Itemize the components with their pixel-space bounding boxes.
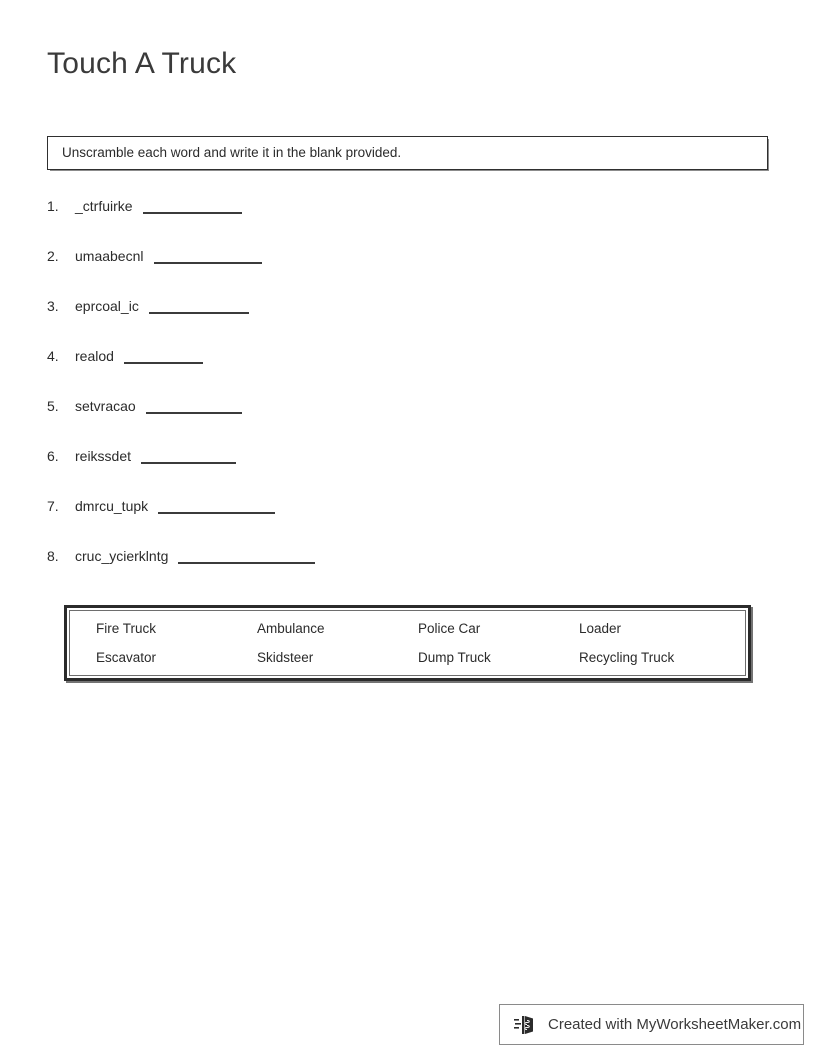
question-row — [47, 246, 767, 296]
question-body — [75, 246, 262, 266]
word-bank-item: Skidsteer — [257, 650, 314, 665]
question-number: 7. — [47, 498, 59, 514]
answer-blank[interactable] — [141, 446, 236, 464]
question-row — [47, 196, 767, 246]
question-body — [75, 296, 249, 316]
word-bank-row — [96, 643, 745, 672]
answer-blank[interactable] — [149, 296, 249, 314]
question-number: 2. — [47, 248, 59, 264]
word-bank-inner — [69, 610, 746, 676]
question-number: 4. — [47, 348, 59, 364]
instructions-box — [47, 136, 768, 170]
answer-blank[interactable] — [178, 546, 315, 564]
question-number: 5. — [47, 398, 59, 414]
scrambled-word: eprcoal_ic — [75, 298, 139, 314]
word-bank-item: Fire Truck — [96, 621, 157, 636]
question-number: 3. — [47, 298, 59, 314]
answer-blank[interactable] — [154, 246, 262, 264]
question-body — [75, 496, 275, 516]
scrambled-word: _ctrfuirke — [75, 198, 133, 214]
question-body — [75, 196, 242, 216]
question-row — [47, 346, 767, 396]
question-row — [47, 546, 767, 596]
footer-badge — [499, 1004, 804, 1045]
question-body — [75, 446, 236, 466]
scrambled-word: cruc_ycierklntg — [75, 548, 169, 564]
word-bank-item: Police Car — [418, 621, 481, 636]
word-bank-item: Escavator — [96, 650, 157, 665]
question-number: 6. — [47, 448, 59, 464]
instructions-text: Unscramble each word and write it in the blank provided. — [62, 145, 402, 161]
question-number: 8. — [47, 548, 59, 564]
word-bank-row — [96, 614, 745, 643]
word-bank-box — [64, 605, 751, 681]
answer-blank[interactable] — [124, 346, 203, 364]
question-row — [47, 296, 767, 346]
scrambled-word: umaabecnl — [75, 248, 144, 264]
page-title: Touch A Truck — [47, 47, 237, 80]
word-bank-item: Recycling Truck — [579, 650, 675, 665]
question-body — [75, 346, 203, 366]
question-row — [47, 396, 767, 446]
question-number: 1. — [47, 198, 59, 214]
answer-blank[interactable] — [146, 396, 242, 414]
question-body — [75, 396, 242, 416]
question-row — [47, 496, 767, 546]
question-row — [47, 446, 767, 496]
scrambled-word: dmrcu_tupk — [75, 498, 149, 514]
answer-blank[interactable] — [158, 496, 275, 514]
worksheet-maker-logo-icon — [514, 1013, 540, 1037]
word-bank-item: Ambulance — [257, 621, 325, 636]
questions-list — [47, 196, 767, 596]
question-body — [75, 546, 315, 566]
word-bank-item: Loader — [579, 621, 622, 636]
word-bank-item: Dump Truck — [418, 650, 491, 665]
scrambled-word: reikssdet — [75, 448, 132, 464]
scrambled-word: setvracao — [75, 398, 136, 414]
footer-text: Created with MyWorksheetMaker.com — [548, 1016, 802, 1033]
answer-blank[interactable] — [143, 196, 242, 214]
scrambled-word: realod — [75, 348, 114, 364]
